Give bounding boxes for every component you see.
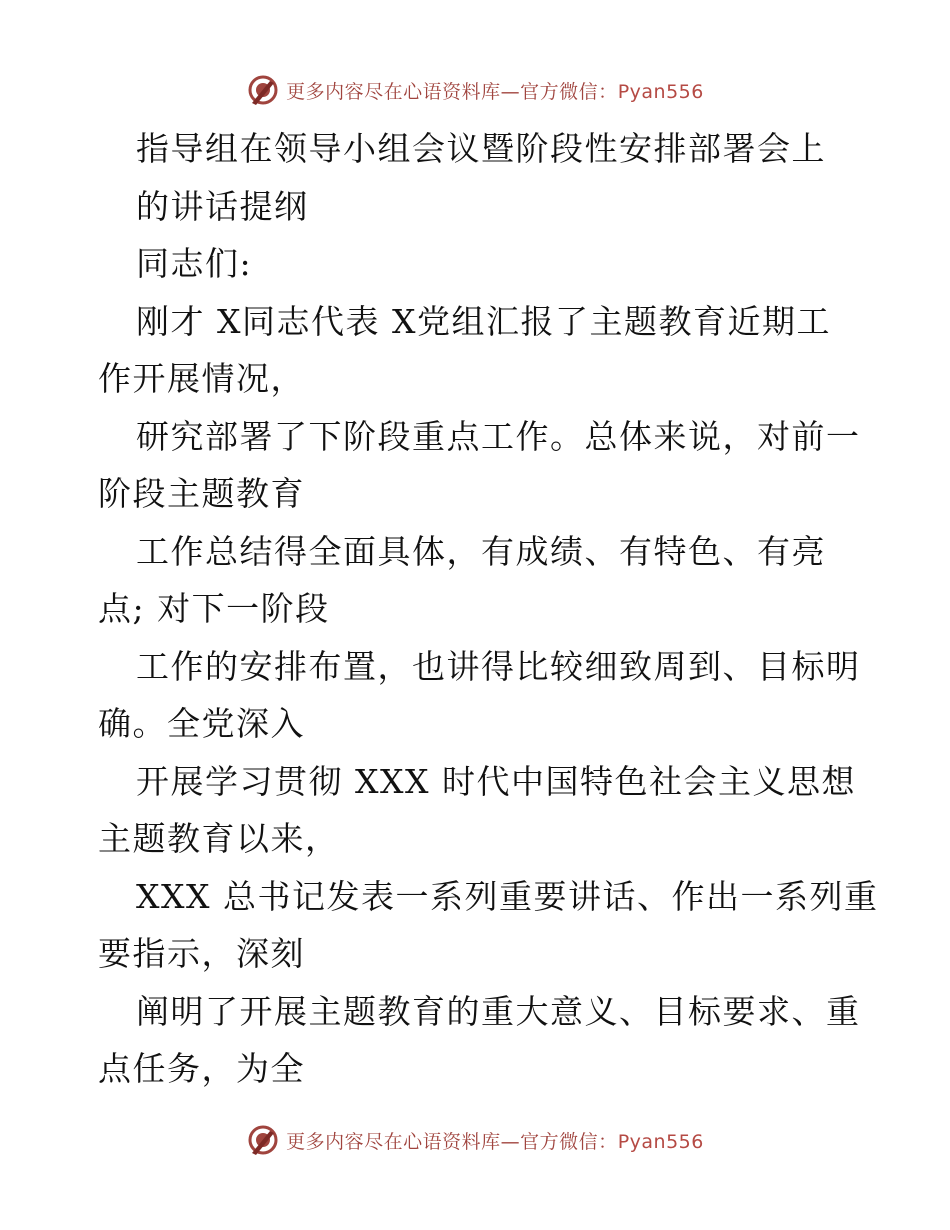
pen-seal-icon — [246, 1123, 280, 1157]
paragraph-line: 确。全党深入 — [98, 704, 305, 743]
paragraph-line: 阐明了开展主题教育的重大意义、目标要求、重 — [136, 991, 861, 1031]
document-body — [98, 120, 879, 1098]
pen-seal-icon — [246, 73, 280, 107]
paragraph-line: 阶段主题教育 — [98, 474, 305, 513]
paragraph-line: 要指示，深刻 — [98, 934, 305, 973]
paragraph-line: 工作的安排布置，也讲得比较细致周到、目标明 — [136, 646, 861, 686]
watermark-text: 更多内容尽在心语资料库—官方微信：Pyan556 — [286, 80, 704, 103]
paragraph-line: 点; 对下一阶段 — [98, 589, 330, 628]
header-watermark — [0, 68, 950, 112]
paragraph-line: 开展学习贯彻 XXX 时代中国特色社会主义思想 — [136, 761, 856, 801]
paragraph-line: 工作总结得全面具体，有成绩、有特色、有亮 — [136, 531, 826, 571]
paragraph-line: 研究部署了下阶段重点工作。总体来说，对前一 — [136, 416, 861, 456]
title-line-1: 指导组在领导小组会议暨阶段性安排部署会上 — [136, 129, 826, 168]
paragraph-line: 主题教育以来， — [98, 819, 340, 858]
salutation: 同志们: — [136, 244, 253, 283]
footer-watermark — [0, 1118, 950, 1162]
paragraph-line: 作开展情况， — [98, 359, 305, 398]
watermark-text: 更多内容尽在心语资料库—官方微信：Pyan556 — [286, 1130, 704, 1153]
paragraph-line: 点任务，为全 — [98, 1049, 305, 1088]
paragraph-line: 刚才 X同志代表 X党组汇报了主题教育近期工 — [136, 301, 831, 341]
title-line-2: 的讲话提纲 — [136, 186, 309, 226]
paragraph-line: XXX 总书记发表一系列重要讲话、作出一系列重 — [136, 876, 879, 916]
